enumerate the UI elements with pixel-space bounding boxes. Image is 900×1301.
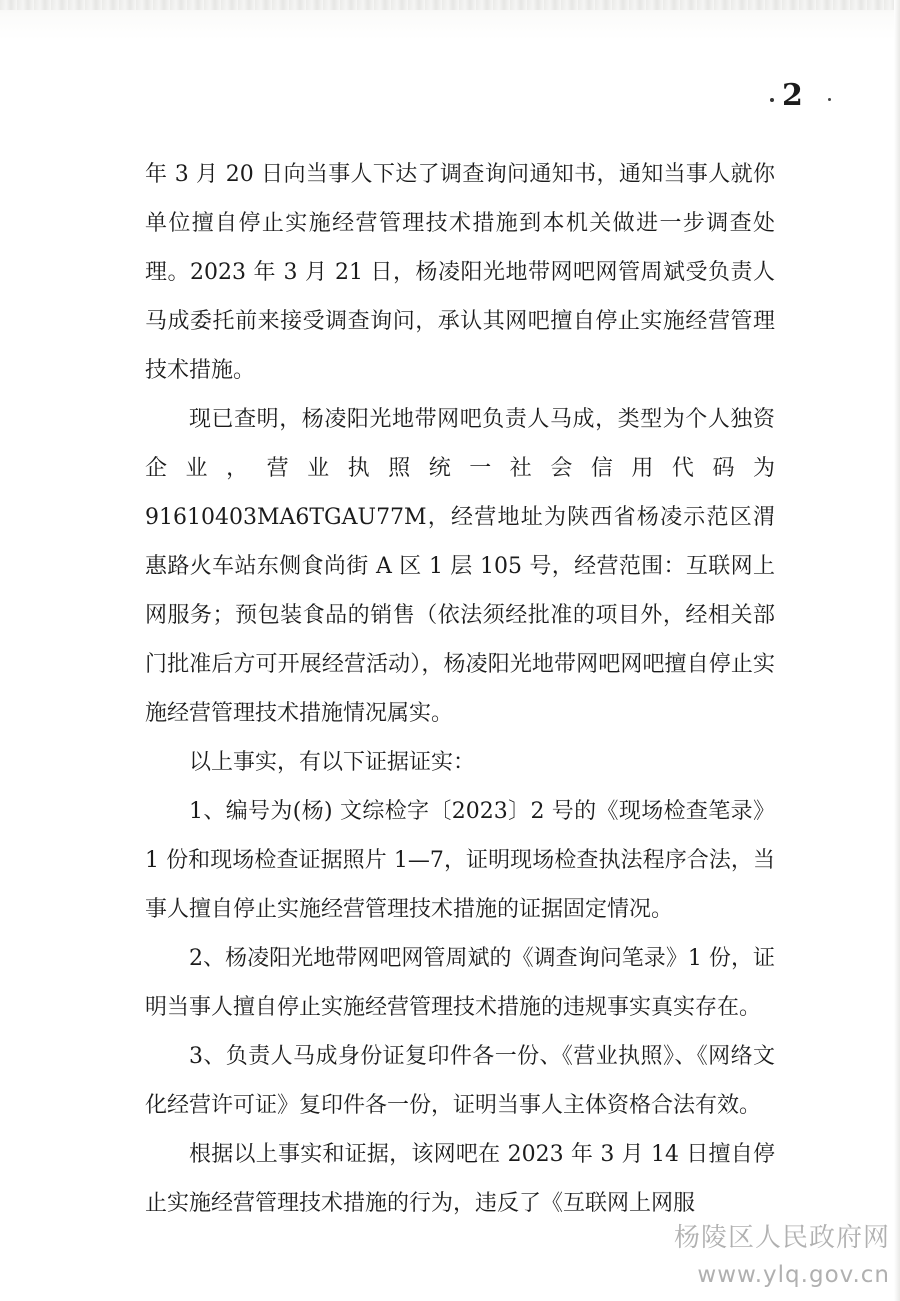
scan-speck bbox=[828, 98, 831, 101]
document-body bbox=[145, 150, 775, 1228]
page-number: 2 bbox=[782, 78, 803, 113]
site-watermark bbox=[640, 1218, 890, 1292]
paragraph-conclusion: 根据以上事实和证据，该网吧在 2023 年 3 月 14 日擅自停止实施经营管理技术措施的行为，违反了《互联网上网服 bbox=[145, 1142, 775, 1216]
paragraph-findings: 现已查明，杨凌阳光地带网吧负责人马成，类型为个人独资企业，营业执照统一社会信用代码为 91610403MA6TGAU77M，经营地址为陕西省杨凌示范区渭惠路火车站东侧食尚街 A 区 1 层 105 号，经营范围：互联网上网服务；预包装食品的销售（依法须经批准的项目外，经相关部门批准后方可开展经营活动），杨凌阳光地带网吧网吧擅自停止实施经营管理技术措施情况属实。 bbox=[145, 407, 775, 726]
paragraph-evidence-2: 2、杨凌阳光地带网吧网管周斌的《调查询问笔录》1 份，证明当事人擅自停止实施经营管理技术措施的违规事实真实存在。 bbox=[145, 946, 775, 1020]
watermark-site-name: 杨陵区人民政府网 bbox=[673, 1223, 890, 1253]
paragraph-evidence-intro: 以上事实，有以下证据证实： bbox=[189, 750, 476, 775]
scan-right-edge bbox=[894, 0, 900, 1301]
paragraph-continuation: 年 3 月 20 日向当事人下达了调查询问通知书，通知当事人就你单位擅自停止实施经营管理技术措施到本机关做进一步调查处理。2023 年 3 月 21 日，杨凌阳光地带网吧网管周斌受负责人马成委托前来接受调查询问，承认其网吧擅自停止实施经营管理技术措施。 bbox=[145, 162, 775, 383]
scan-top-edge bbox=[0, 0, 900, 10]
paragraph-evidence-3: 3、负责人马成身份证复印件各一份、《营业执照》、《网络文化经营许可证》复印件各一份，证明当事人主体资格合法有效。 bbox=[145, 1044, 775, 1118]
scan-speck bbox=[770, 98, 774, 102]
paragraph-evidence-1: 1、编号为(杨) 文综检字〔2023〕2 号的《现场检查笔录》1 份和现场检查证据照片 1—7，证明现场检查执法程序合法，当事人擅自停止实施经营管理技术措施的证据固定情况。 bbox=[145, 799, 775, 922]
watermark-url: www.ylq.gov.cn bbox=[697, 1262, 890, 1288]
